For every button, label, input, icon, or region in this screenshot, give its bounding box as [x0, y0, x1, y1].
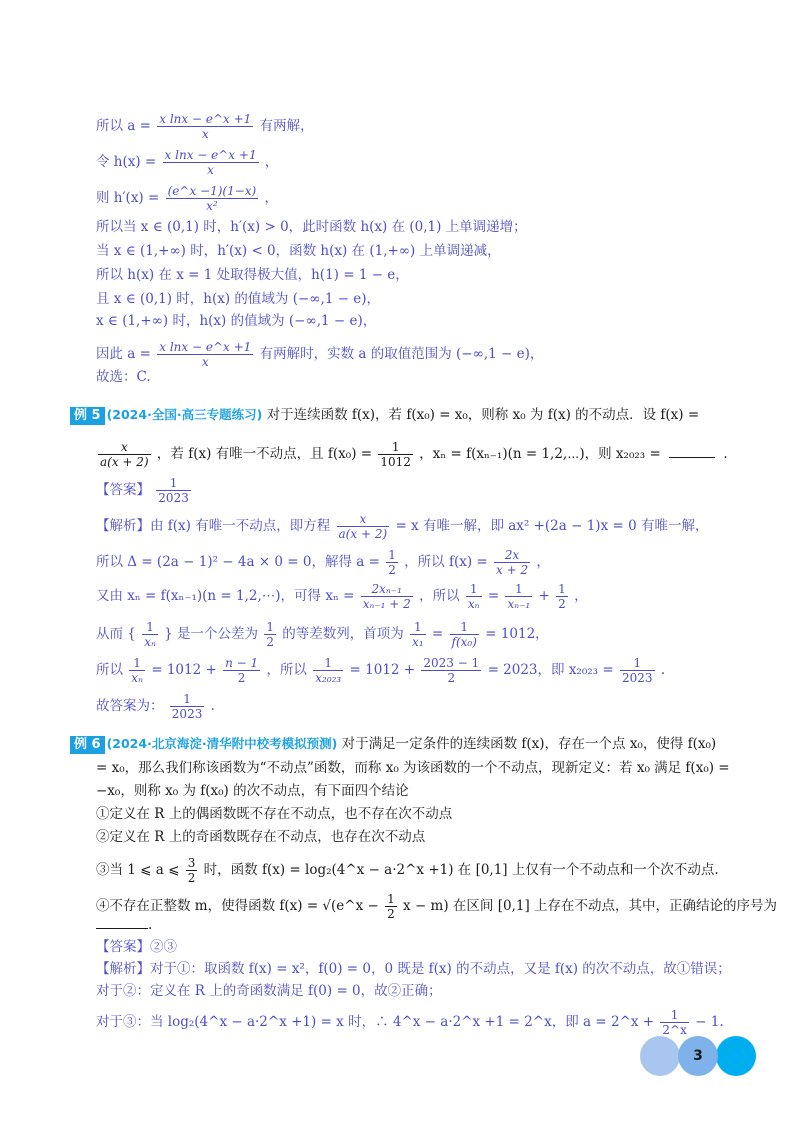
text: 所以 Δ = (2a − 1)² − 4a × 0 = 0，解得 a =: [96, 554, 380, 570]
text: 由 f(x) 有唯一不动点，即方程: [150, 518, 331, 534]
text: 又由 xₙ = f(xₙ₋₁)(n = 1,2,⋯)，可得 xₙ =: [96, 588, 355, 604]
solution-line-2: [96, 148, 279, 177]
solution-line-9: [96, 340, 544, 369]
text: .: [148, 917, 153, 933]
text: 令 h(x) =: [96, 154, 157, 170]
text: ④不存在正整数 m，使得函数 f(x) = √(e^x −: [96, 898, 379, 914]
text: 从而 {: [96, 626, 136, 642]
fraction: $\frac{(e\^{}x -1)(1-x)}{\text{x²}}$: [167, 184, 257, 213]
example6-conclusion-3: [96, 856, 719, 885]
text: ，所以: [419, 588, 460, 604]
page-number: 3: [693, 1048, 703, 1064]
example5-source: (2024·全国·高三专题练习): [106, 407, 263, 422]
analysis-label: 【解析】: [96, 961, 150, 977]
example6-conclusion-2: ②定义在 R 上的奇函数既存在不动点，也存在次不动点: [96, 829, 426, 845]
example6-question-line-2: = x₀，那么我们称该函数为“不动点”函数，而称 x₀ 为该函数的一个不动点，现新定义：若 x₀ 满足 f(x₀) =: [96, 760, 730, 776]
fraction: $\frac{1}{2023}$: [171, 692, 203, 721]
fraction: $\frac{1}{\text{x₁}}$: [412, 620, 424, 649]
text: = 2023，即 x₂₀₂₃ =: [487, 662, 614, 678]
fraction: $\frac{1}{2}$: [266, 620, 274, 649]
fraction: $\frac{n - 1}{2}$: [225, 656, 259, 685]
example6-question-line-1: [70, 735, 716, 753]
text: = 1012 +: [151, 662, 217, 678]
text: 对于连续函数 f(x)，若 f(x₀) = x₀，则称 x₀ 为 f(x) 的不动点．设 f(x) =: [266, 407, 700, 423]
solution-line-8: x ∈ (1,+∞) 时，h(x) 的值域为 (−∞,1 − e)，: [96, 313, 377, 329]
example5-tag: 例 5: [70, 407, 105, 425]
text: 有两解，: [259, 118, 314, 134]
example6-analysis-line-3: [96, 1008, 724, 1037]
text: = 1012，: [485, 626, 549, 642]
example5-analysis-line-1: [96, 512, 709, 541]
fraction: $\frac{\text{x lnx − e\textasciicircum{}x +1}}{x}$: [159, 340, 252, 369]
solution-line-7: 且 x ∈ (0,1) 时，h(x) 的值域为 (−∞,1 − e)，: [96, 291, 381, 307]
example6-source: (2024·北京海淀·清华附中校考模拟预测): [106, 736, 338, 751]
example5-analysis-line-5: [96, 656, 666, 685]
fraction: $\frac{1}{2}$: [388, 548, 396, 577]
text: 因此 a =: [96, 346, 151, 362]
fraction: $\frac{1}{\text{f(x₀)}}$: [451, 620, 477, 649]
example6-analysis-line-2: 对于②：定义在 R 上的奇函数满足 f(0) = 0，故②正确；: [96, 983, 442, 999]
fraction: $\frac{\text{x lnx − e\textasciicircum{}x +1}}{x}$: [164, 148, 257, 177]
fraction: $\frac{1}{\text{xₙ}}$: [467, 582, 480, 611]
solution-line-6: 所以 h(x) 在 x = 1 处取得极大值，h(1) = 1 − e，: [96, 267, 409, 283]
example6-analysis-line-1: [96, 960, 731, 978]
solution-line-4: 所以当 x ∈ (0,1) 时，h′(x) > 0，此时函数 h(x) 在 (0,1) 上单调递增；: [96, 219, 527, 235]
example5-analysis-line-6: [96, 692, 215, 721]
text: 时，函数 f(x) = log₂(4^x − a·2^x +1) 在 [0,1] 上仅有一个不动点和一个次不动点.: [203, 862, 719, 878]
fraction: $\frac{1}{\text{xₙ}}$: [144, 620, 156, 649]
fraction: $\frac{2023 - 1}{2}$: [423, 656, 480, 685]
text: 所以 a =: [96, 118, 151, 134]
text: =: [431, 626, 444, 642]
text: ③当 1 ⩽ a ⩽: [96, 862, 180, 878]
decor-circle-left: [640, 1036, 680, 1076]
fraction: $\frac{\text{x lnx − e\textasciicircum{}x +1}}{x}$: [159, 112, 252, 141]
text: x − m) 在区间 [0,1] 上存在不动点，其中，正确结论的序号为: [403, 898, 777, 914]
decor-circle-right: [716, 1036, 756, 1076]
example6-question-line-3: −x₀，则称 x₀ 为 f(x₀) 的次不动点，有下面四个结论: [96, 783, 409, 799]
example6-tag: 例 6: [70, 736, 105, 754]
example5-analysis-line-4: [96, 620, 549, 649]
text: = x 有唯一解，即 ax² +(2a − 1)x = 0 有唯一解，: [395, 518, 709, 534]
answer-blank: [96, 916, 148, 929]
text: ，: [264, 190, 279, 206]
text: 对于③：当 log₂(4^x − a·2^x +1) = x 时，∴ 4^x − a·2^x +1 = 2^x，即 a = 2^x +: [96, 1014, 655, 1030]
fraction: $\frac{3}{2}$: [187, 856, 196, 885]
solution-line-5: 当 x ∈ (1,+∞) 时，h′(x) < 0，函数 h(x) 在 (1,+∞) 上单调递减，: [96, 243, 501, 259]
fraction: $\frac{1}{1012}$: [380, 440, 411, 469]
solution-line-3: [96, 184, 279, 213]
example6-conclusion-4: [96, 892, 777, 921]
text: ，所以: [266, 662, 307, 678]
text: 则 h′(x) =: [96, 190, 160, 206]
text: 对于①：取函数 f(x) = x²，f(0) = 0，0 既是 f(x) 的不动点，又是 f(x) 的次不动点，故①错误；: [150, 961, 731, 977]
example5-analysis-line-3: [96, 582, 588, 611]
text: 故答案为：: [96, 698, 164, 714]
text: = 1012 +: [349, 662, 416, 678]
text: ，: [536, 554, 550, 570]
text: 所以: [96, 662, 123, 678]
example6-answer: [96, 938, 177, 956]
example6-blank-line: [96, 916, 152, 934]
text: ，xₙ = f(xₙ₋₁)(n = 1,2,⋯)，则 x₂₀₂₃ =: [419, 446, 661, 462]
text: − 1.: [695, 1014, 724, 1030]
fraction: $\frac{1}{\text{x₂₀₂₃}}$: [315, 656, 342, 685]
text: +: [538, 588, 550, 604]
fraction: $\frac{2x}{x + 2}$: [496, 548, 529, 577]
text: 对于满足一定条件的连续函数 f(x)，存在一个点 x₀，使得 f(x₀): [341, 736, 717, 752]
text: .: [210, 698, 215, 714]
fraction: $\frac{1}{2}$: [387, 892, 395, 921]
fraction: $\frac{1}{\text{xₙ₋₁}}$: [507, 582, 531, 611]
example5-analysis-line-2: [96, 548, 550, 577]
solution-line-10: 故选：C.: [96, 369, 151, 385]
example5-question-line-2: [96, 440, 728, 469]
text: ，: [574, 588, 588, 604]
text: .: [723, 446, 728, 462]
answer-blank: [669, 445, 715, 458]
text: ，: [264, 154, 279, 170]
page-number-badge: [640, 1036, 760, 1076]
text: ，所以 f(x) =: [404, 554, 488, 570]
answer-value: ②③: [150, 939, 177, 955]
fraction: $\frac{1}{2\^{}x}$: [662, 1008, 687, 1037]
text: .: [660, 662, 666, 678]
fraction: $\frac{1}{2023}$: [158, 476, 189, 505]
text: ，若 f(x) 有唯一不动点，且 f(x₀) =: [156, 446, 373, 462]
fraction: $\frac{1}{2}$: [558, 582, 566, 611]
fraction: $\frac{x}{a(x + 2)}$: [338, 512, 388, 541]
example5-question-line-1: [70, 406, 699, 424]
text: 的等差数列，首项为: [282, 626, 404, 642]
answer-label: 【答案】: [96, 939, 150, 955]
answer-label: 【答案】: [96, 482, 150, 498]
fraction: $\frac{1}{2023}$: [621, 656, 653, 685]
example5-answer: [96, 476, 193, 505]
text: 有两解时，实数 a 的取值范围为 (−∞,1 − e)，: [259, 346, 544, 362]
example6-conclusion-1: ①定义在 R 上的偶函数既不存在不动点，也不存在次不动点: [96, 806, 453, 822]
text: } 是一个公差为: [164, 626, 259, 642]
fraction: $\frac{1}{\text{xₙ}}$: [131, 656, 143, 685]
analysis-label: 【解析】: [96, 518, 150, 534]
fraction: $\frac{x}{a(x + 2)}$: [100, 440, 149, 469]
text: =: [487, 588, 500, 604]
fraction: $\frac{\text{2xₙ₋₁}}{\text{xₙ₋₁ + 2}}$: [362, 582, 411, 611]
solution-line-1: [96, 112, 314, 141]
